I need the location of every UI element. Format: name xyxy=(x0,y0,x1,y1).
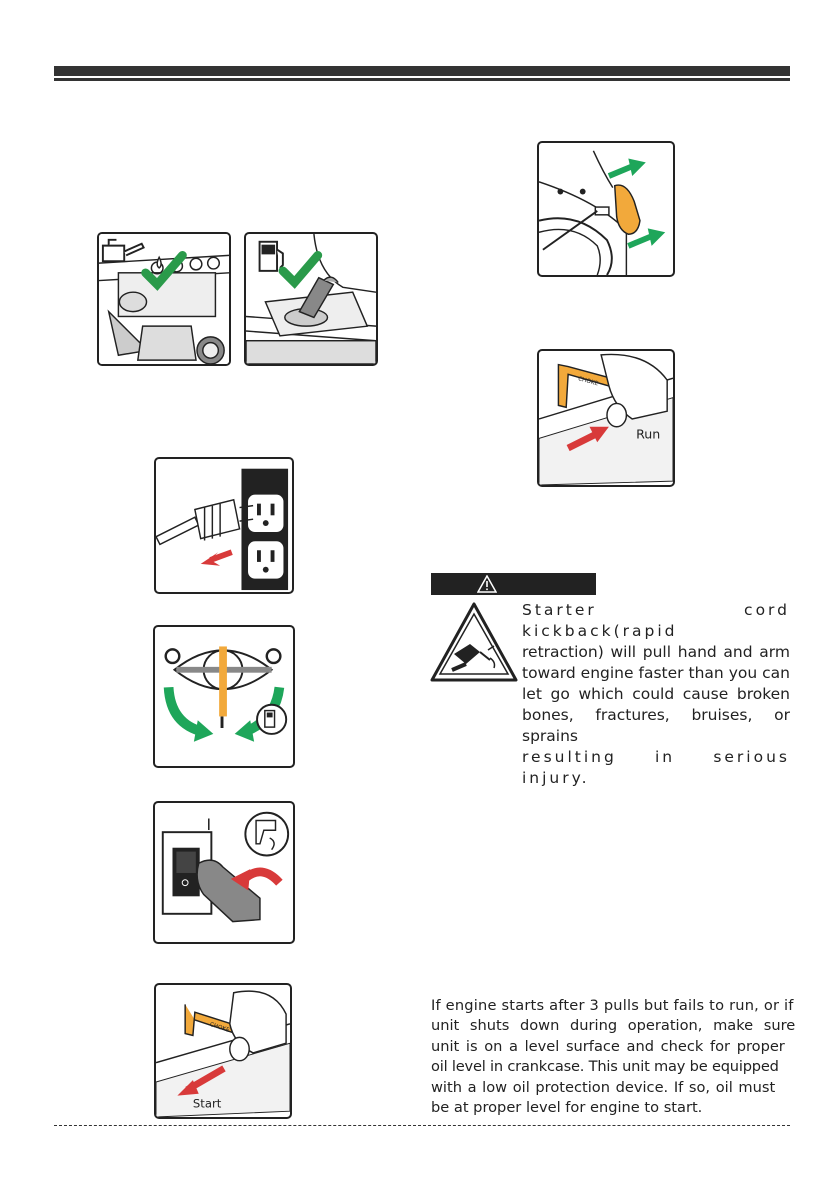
warning-line: resulting in serious injury. xyxy=(522,748,790,787)
warning-text xyxy=(522,600,790,789)
warning-header xyxy=(431,573,596,595)
header-rule xyxy=(54,78,790,81)
header-bar xyxy=(54,66,790,76)
note-line: unit is on a level surface and check for proper xyxy=(431,1037,785,1055)
note-line: with a low oil protection device. If so, oil must xyxy=(431,1078,776,1096)
check-mark-icon xyxy=(283,255,318,282)
footer-dashed-rule xyxy=(54,1125,790,1126)
warning-line: let go which could cause broken xyxy=(522,685,790,703)
warning-line: toward engine faster than you can xyxy=(522,664,790,682)
note-line: unit shuts down during operation, make sure xyxy=(431,1017,796,1035)
engine-start-icon xyxy=(245,813,288,856)
fuel-valve-figure xyxy=(153,625,295,768)
warning-line: retraction) will pull hand and arm xyxy=(522,643,790,661)
valve-off-mark: I xyxy=(219,714,225,733)
unplug-loads-figure xyxy=(154,457,294,594)
choke-start-figure xyxy=(154,983,292,1119)
note-line: oil level in crankcase. This unit may be equipped xyxy=(431,1058,779,1076)
choke-lever-label: CHOKE xyxy=(577,376,599,388)
note-line: If engine starts after 3 pulls but fails to run, or if xyxy=(431,997,794,1014)
choke-run-label: Run xyxy=(636,426,661,442)
oil-check-figure xyxy=(97,232,231,366)
fuel-check-figure xyxy=(244,232,378,366)
low-oil-note xyxy=(431,996,796,1118)
choke-lever-label: CHOKE xyxy=(208,1021,231,1035)
warning-line: bones, fractures, bruises, or sprains xyxy=(522,706,790,745)
pull-starter-figure xyxy=(537,141,675,277)
arrow-up-right-icon xyxy=(628,236,651,246)
note-line: be at proper level for engine to start. xyxy=(431,1099,703,1117)
choke-start-label: Start xyxy=(192,1096,222,1111)
switch-on-mark: I xyxy=(206,816,212,835)
choke-run-figure xyxy=(537,349,675,487)
fuel-pump-icon xyxy=(260,242,283,271)
kickback-hazard-icon xyxy=(428,600,520,684)
arrow-up-right-icon xyxy=(609,166,632,176)
engine-switch-figure xyxy=(153,801,295,944)
warning-triangle-icon xyxy=(477,575,497,593)
warning-line: Starter cord kickback(rapid xyxy=(522,601,790,640)
